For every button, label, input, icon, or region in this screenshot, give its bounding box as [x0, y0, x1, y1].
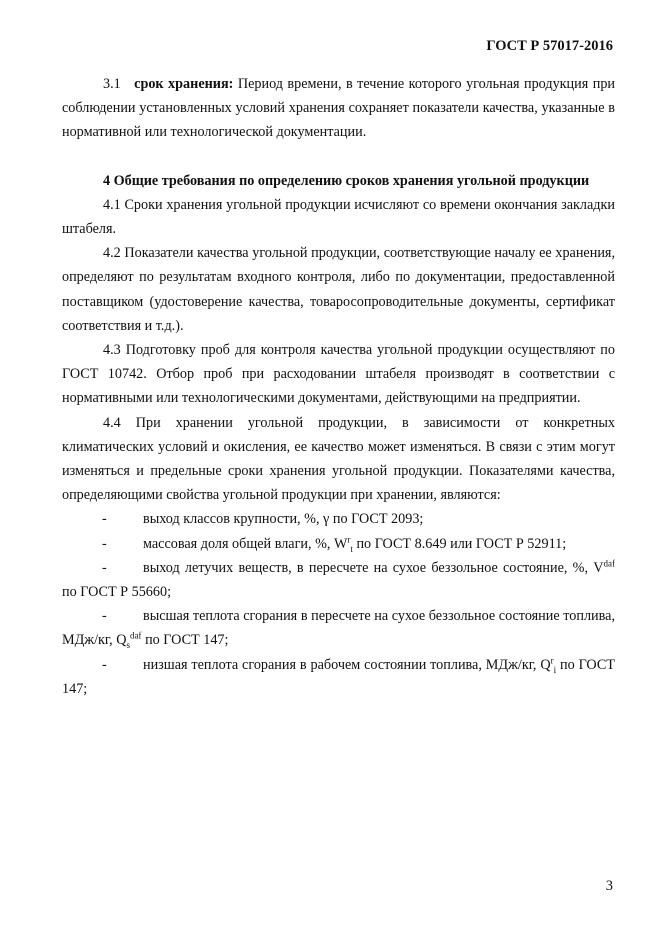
paragraph-4-1: 4.1 Сроки хранения угольной продукции исчисляют со времени окончания закладки штабеля. [62, 196, 615, 238]
paragraph-4-2: 4.2 Показатели качества угольной продукции, соответствующие началу ее хранения, определяют по результатам входного контроля, либо по документации, предоставленной поставщиком (удостоверение качества, товаросопроводительные документы, сертификат соответствия и т.д.). [62, 245, 615, 334]
paragraph-4-3: 4.3 Подготовку проб для контроля качества угольной продукции осуществляют по ГОСТ 10742. Отбор проб при расходовании штабеля производят в соответствии с нормативными или технологическими документами, действующими на предприятии. [62, 342, 615, 407]
list-dash: - [102, 608, 107, 625]
list-item: - низшая теплота сгорания в рабочем состоянии топлива, МДж/кг, $Q^r_i$ по ГОСТ 147; [62, 653, 615, 701]
list-dash: - [102, 511, 107, 528]
clause-number: 3.1 [103, 76, 121, 92]
list-dash: - [102, 559, 107, 576]
list-item: - массовая доля общей влаги, %, $W^r_t$ по ГОСТ 8.649 или ГОСТ Р 52911; [62, 532, 615, 556]
paragraph-4-4: 4.4 При хранении угольной продукции, в зависимости от конкретных климатических условий и окисления, ее качество может изменяться. В связи с этим могут изменяться и предельные сроки хранения угольной продукции. Показателями качества, определяющими свойства угольной продукции при хранении, являются: [62, 414, 615, 504]
term-storage-period: срок хранения: [134, 76, 234, 92]
standard-number-header: ГОСТ Р 57017-2016 [486, 38, 613, 54]
section-4-heading: 4 Общие требования по определению сроков хранения угольной продукции [103, 172, 590, 189]
list-item: - выход летучих веществ, в пересчете на сухое беззольное состояние, %, $V^{daf}$ по ГОСТ Р 55660; [62, 556, 615, 604]
page-number: 3 [605, 878, 613, 894]
list-dash: - [102, 535, 107, 552]
list-item: - выход классов крупности, %, γ по ГОСТ 2093; [62, 507, 615, 531]
paragraph-3-1 [62, 72, 615, 145]
list-dash: - [102, 656, 107, 673]
term-definition: Период времени, в течение которого угольная продукция при соблюдении установленных условий хранения сохраняет показатели качества, указанные в нормативной или технологической документации. [62, 76, 616, 141]
list-item: - высшая теплота сгорания в пересчете на сухое беззольное состояние топлива, МДж/кг, $Q_s^{daf}$ по ГОСТ 147; [62, 604, 615, 652]
document-body [62, 72, 615, 701]
